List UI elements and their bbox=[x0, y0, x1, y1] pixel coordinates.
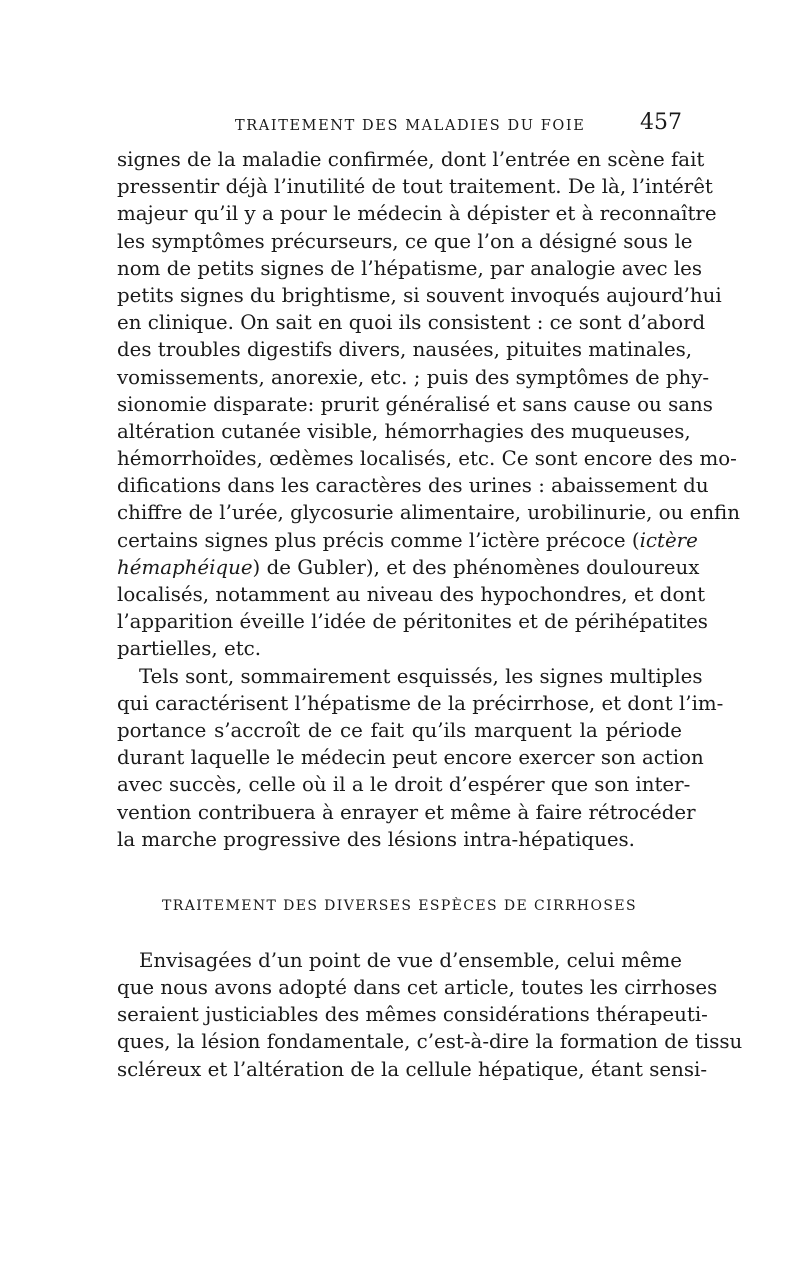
text-line: scléreux et l’altération de la cellule hépatique, étant sensi- bbox=[117, 1057, 708, 1081]
paragraph-2 bbox=[117, 663, 724, 853]
text-line-with-italic bbox=[117, 527, 698, 554]
text-line: la marche progressive des lésions intra-hépatiques. bbox=[117, 827, 635, 851]
paragraph-1 bbox=[117, 146, 740, 663]
text-line: nom de petits signes de l’hépatisme, par analogie avec les bbox=[117, 256, 703, 280]
text-segment: de Gubler), et des phénomènes douloureux bbox=[266, 555, 700, 579]
page-number: 457 bbox=[640, 110, 682, 135]
text-line: en clinique. On sait en quoi ils consistent : ce sont d’abord bbox=[117, 311, 706, 335]
text-line: chiffre de l’urée, glycosurie alimentaire, urobilinurie, ou enfin bbox=[117, 501, 740, 525]
text-line: portance s’accroît de ce fait qu’ils marquent la période bbox=[117, 718, 682, 742]
page-header bbox=[117, 110, 682, 146]
text-line: sionomie disparate: prurit généralisé et sans cause ou sans bbox=[117, 392, 713, 416]
italic-term: hémaphéique bbox=[117, 555, 253, 579]
body-text bbox=[117, 146, 743, 1083]
text-line: difications dans les caractères des urines : abaissement du bbox=[117, 474, 709, 498]
text-line: Envisagées d’un point de vue d’ensemble, celui même bbox=[139, 948, 682, 972]
text-line: altération cutanée visible, hémorrhagies des muqueuses, bbox=[117, 419, 691, 443]
text-line: Tels sont, sommairement esquissés, les signes multiples bbox=[139, 664, 703, 688]
text-line: petits signes du brightisme, si souvent invoqués aujourd’hui bbox=[117, 283, 722, 307]
text-line: que nous avons adopté dans cet article, toutes les cirrhoses bbox=[117, 976, 718, 1000]
text-line: signes de la maladie confirmée, dont l’entrée en scène fait bbox=[117, 148, 705, 171]
text-line: localisés, notamment au niveau des hypochondres, et dont bbox=[117, 583, 706, 606]
text-line: qui caractérisent l’hépatisme de la précirrhose, et dont l’im- bbox=[117, 691, 724, 715]
text-line: vomissements, anorexie, etc. ; puis des symptômes de phy- bbox=[117, 365, 710, 389]
text-line: ques, la lésion fondamentale, c’est-à-dire la formation de tissu bbox=[117, 1030, 743, 1054]
paragraph-3 bbox=[117, 947, 743, 1083]
text-line: seraient justiciables des mêmes considérations thérapeuti- bbox=[117, 1003, 708, 1027]
text-line: hémorrhoïdes, œdèmes localisés, etc. Ce sont encore des mo- bbox=[117, 447, 737, 471]
italic-term: ictère bbox=[639, 528, 698, 552]
text-line-with-italic: hémaphéique) de Gubler), et des phénomènes douloureux bbox=[117, 555, 700, 579]
text-line: pressentir déjà l’inutilité de tout traitement. De là, l’intérêt bbox=[117, 175, 713, 199]
text-line: partielles, etc. bbox=[117, 637, 262, 661]
running-title: TRAITEMENT DES MALADIES DU FOIE bbox=[235, 118, 586, 134]
section-heading: TRAITEMENT DES DIVERSES ESPÈCES DE CIRRHOSES bbox=[162, 897, 637, 914]
text-segment: certains signes plus précis comme l’ictère précoce ( bbox=[117, 528, 640, 552]
text-line: les symptômes précurseurs, ce que l’on a désigné sous le bbox=[117, 229, 693, 253]
text-line: des troubles digestifs divers, nausées, pituites matinales, bbox=[117, 338, 693, 362]
text-line: l’apparition éveille l’idée de péritonites et de périhépatites bbox=[117, 610, 708, 634]
text-line: vention contribuera à enrayer et même à faire rétrocéder bbox=[117, 800, 696, 824]
text-line: avec succès, celle où il a le droit d’espérer que son inter- bbox=[117, 773, 691, 797]
text-line: majeur qu’il y a pour le médecin à dépister et à reconnaître bbox=[117, 202, 717, 226]
text-line: durant laquelle le médecin peut encore exercer son action bbox=[117, 746, 704, 770]
